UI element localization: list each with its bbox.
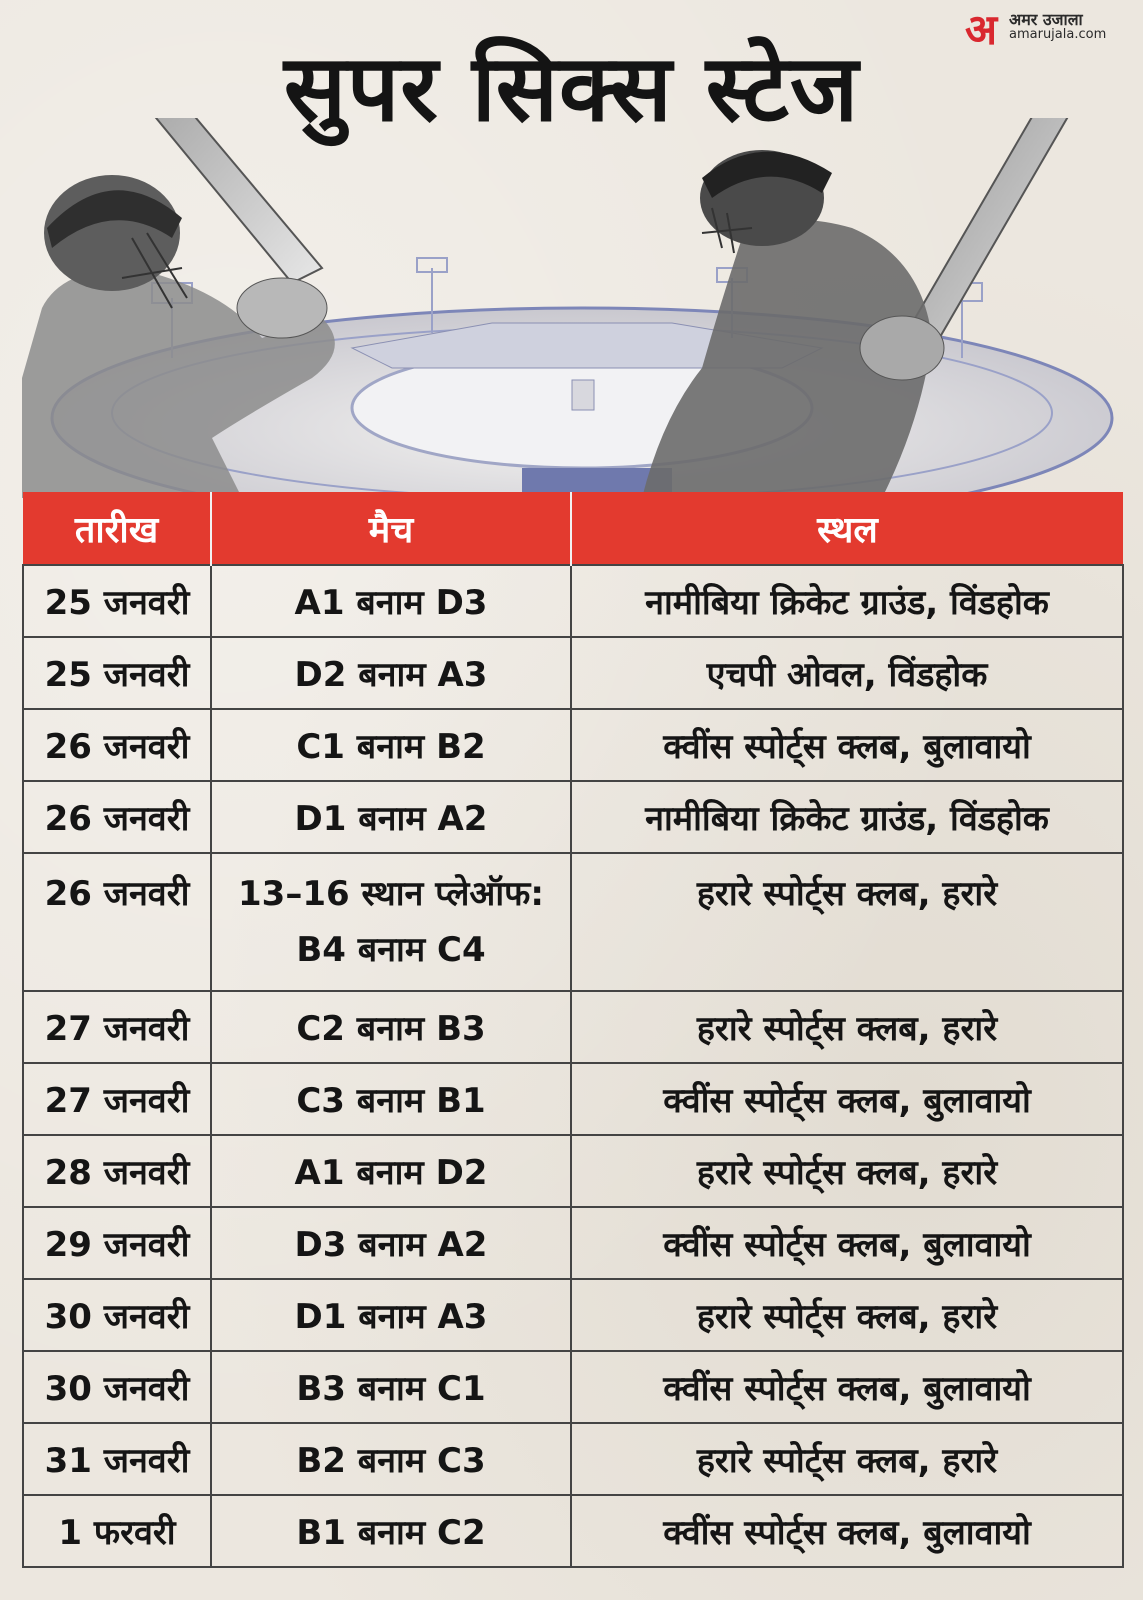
table-row xyxy=(23,853,1123,991)
venue-cell: नामीबिया क्रिकेट ग्राउंड, विंडहोक xyxy=(571,781,1123,853)
venue-cell: हरारे स्पोर्ट्स क्लब, हरारे xyxy=(571,991,1123,1063)
match-cell: D2 बनाम A3 xyxy=(211,637,571,709)
column-header-date: तारीख xyxy=(23,492,211,565)
date-cell: 26 जनवरी xyxy=(23,853,211,991)
table-header-row xyxy=(23,492,1123,565)
table-row xyxy=(23,1063,1123,1135)
match-cell: C2 बनाम B3 xyxy=(211,991,571,1063)
match-cell: D3 बनाम A2 xyxy=(211,1207,571,1279)
table-row xyxy=(23,991,1123,1063)
date-cell: 1 फरवरी xyxy=(23,1495,211,1567)
date-cell: 28 जनवरी xyxy=(23,1135,211,1207)
match-cell: D1 बनाम A3 xyxy=(211,1279,571,1351)
date-cell: 25 जनवरी xyxy=(23,565,211,637)
brand-name: अमर उजाला xyxy=(1009,10,1083,29)
brand-logo xyxy=(965,5,1121,54)
venue-cell: हरारे स्पोर्ट्स क्लब, हरारे xyxy=(571,1423,1123,1495)
venue-cell: क्वींस स्पोर्ट्स क्लब, बुलावायो xyxy=(571,1495,1123,1567)
column-header-match: मैच xyxy=(211,492,571,565)
schedule-table xyxy=(22,492,1124,1568)
venue-cell: हरारे स्पोर्ट्स क्लब, हरारे xyxy=(571,1279,1123,1351)
match-cell: A1 बनाम D2 xyxy=(211,1135,571,1207)
date-cell: 27 जनवरी xyxy=(23,991,211,1063)
table-row xyxy=(23,1279,1123,1351)
table-row xyxy=(23,781,1123,853)
date-cell: 26 जनवरी xyxy=(23,781,211,853)
match-cell: B1 बनाम C2 xyxy=(211,1495,571,1567)
date-cell: 25 जनवरी xyxy=(23,637,211,709)
match-cell: B2 बनाम C3 xyxy=(211,1423,571,1495)
match-cell-line-2: B4 बनाम C4 xyxy=(296,930,486,970)
date-cell: 30 जनवरी xyxy=(23,1279,211,1351)
table-row xyxy=(23,1207,1123,1279)
table-row xyxy=(23,565,1123,637)
match-cell: B3 बनाम C1 xyxy=(211,1351,571,1423)
venue-cell: क्वींस स्पोर्ट्स क्लब, बुलावायो xyxy=(571,1351,1123,1423)
match-cell xyxy=(211,853,571,991)
venue-cell: क्वींस स्पोर्ट्स क्लब, बुलावायो xyxy=(571,709,1123,781)
match-cell: D1 बनाम A2 xyxy=(211,781,571,853)
date-cell: 30 जनवरी xyxy=(23,1351,211,1423)
page-title: सुपर सिक्स स्टेज xyxy=(283,35,860,142)
match-cell: C1 बनाम B2 xyxy=(211,709,571,781)
brand-mark: अ xyxy=(965,5,998,54)
date-cell: 27 जनवरी xyxy=(23,1063,211,1135)
table-row xyxy=(23,1351,1123,1423)
table-row xyxy=(23,709,1123,781)
date-cell: 29 जनवरी xyxy=(23,1207,211,1279)
venue-cell: नामीबिया क्रिकेट ग्राउंड, विंडहोक xyxy=(571,565,1123,637)
venue-cell: एचपी ओवल, विंडहोक xyxy=(571,637,1123,709)
brand-url: amarujala.com xyxy=(1009,27,1107,42)
date-cell: 31 जनवरी xyxy=(23,1423,211,1495)
match-cell: C3 बनाम B1 xyxy=(211,1063,571,1135)
venue-cell: क्वींस स्पोर्ट्स क्लब, बुलावायो xyxy=(571,1063,1123,1135)
cricket-illustration xyxy=(22,118,1122,498)
venue-cell: हरारे स्पोर्ट्स क्लब, हरारे xyxy=(571,853,1123,991)
table-row xyxy=(23,637,1123,709)
date-cell: 26 जनवरी xyxy=(23,709,211,781)
table-row xyxy=(23,1135,1123,1207)
table-row xyxy=(23,1423,1123,1495)
table-row xyxy=(23,1495,1123,1567)
venue-cell: क्वींस स्पोर्ट्स क्लब, बुलावायो xyxy=(571,1207,1123,1279)
venue-cell: हरारे स्पोर्ट्स क्लब, हरारे xyxy=(571,1135,1123,1207)
match-cell: A1 बनाम D3 xyxy=(211,565,571,637)
column-header-venue: स्थल xyxy=(571,492,1123,565)
match-cell-line-1: 13–16 स्थान प्लेऑफ: xyxy=(238,874,544,914)
